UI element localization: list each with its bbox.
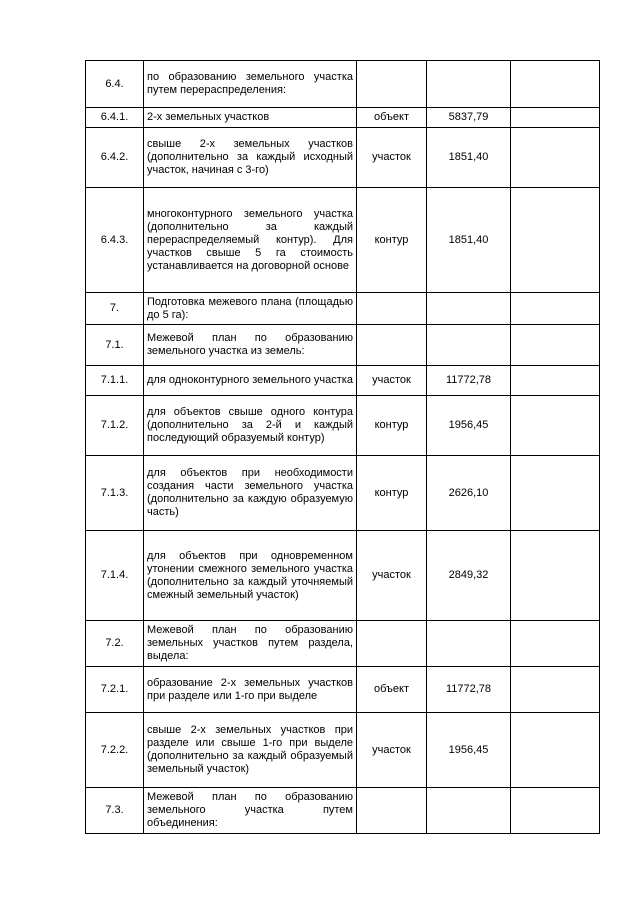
row-number: 7.3. — [86, 788, 144, 834]
row-description: по образованию земельного участка путем перераспределения: — [144, 61, 357, 108]
row-empty-cell — [511, 366, 600, 396]
row-unit: участок — [357, 128, 427, 188]
row-empty-cell — [511, 667, 600, 713]
row-number: 7.1.1. — [86, 366, 144, 396]
row-description: Межевой план по образованию земельного участка путем объединения: — [144, 788, 357, 834]
row-description: для объектов при необходимости создания части земельного участка (дополнительно за каждую образуемую часть) — [144, 456, 357, 531]
row-empty-cell — [511, 396, 600, 456]
table-row — [86, 366, 600, 396]
row-number: 7.2.1. — [86, 667, 144, 713]
table-row — [86, 61, 600, 108]
row-number: 7.1.4. — [86, 531, 144, 621]
row-unit — [357, 293, 427, 325]
row-description: свыше 2-х земельных участков (дополнительно за каждый исходный участок, начиная с 3-го) — [144, 128, 357, 188]
table-row — [86, 396, 600, 456]
row-description: для объектов свыше одного контура (дополнительно за 2-й и каждый последующий образуемый контур) — [144, 396, 357, 456]
row-price: 11772,78 — [427, 366, 511, 396]
row-unit: объект — [357, 108, 427, 128]
row-description: Межевой план по образованию земельного участка из земель: — [144, 325, 357, 366]
row-number: 6.4. — [86, 61, 144, 108]
table-row — [86, 128, 600, 188]
row-number: 7.1.2. — [86, 396, 144, 456]
row-description: 2-х земельных участков — [144, 108, 357, 128]
row-empty-cell — [511, 621, 600, 667]
row-price — [427, 325, 511, 366]
row-price: 1851,40 — [427, 128, 511, 188]
row-unit: участок — [357, 531, 427, 621]
row-price: 5837,79 — [427, 108, 511, 128]
row-empty-cell — [511, 325, 600, 366]
row-number: 7.2. — [86, 621, 144, 667]
row-price: 1956,45 — [427, 713, 511, 788]
row-unit — [357, 61, 427, 108]
row-price: 1851,40 — [427, 188, 511, 293]
row-number: 6.4.1. — [86, 108, 144, 128]
row-unit: контур — [357, 396, 427, 456]
row-empty-cell — [511, 128, 600, 188]
row-description: Подготовка межевого плана (площадью до 5 га): — [144, 293, 357, 325]
table-row — [86, 456, 600, 531]
row-description: для объектов при одновременном утонении смежного земельного участка (дополнительно за каждый уточняемый смежный земельный участок) — [144, 531, 357, 621]
row-empty-cell — [511, 108, 600, 128]
row-empty-cell — [511, 531, 600, 621]
row-price: 1956,45 — [427, 396, 511, 456]
row-number: 6.4.3. — [86, 188, 144, 293]
row-number: 6.4.2. — [86, 128, 144, 188]
row-empty-cell — [511, 188, 600, 293]
row-description: для одноконтурного земельного участка — [144, 366, 357, 396]
row-price — [427, 788, 511, 834]
row-number: 7. — [86, 293, 144, 325]
row-price — [427, 621, 511, 667]
row-unit: участок — [357, 366, 427, 396]
price-table — [85, 60, 600, 834]
table-row — [86, 531, 600, 621]
row-number: 7.1. — [86, 325, 144, 366]
table-row — [86, 325, 600, 366]
row-unit: контур — [357, 456, 427, 531]
row-unit — [357, 325, 427, 366]
row-unit — [357, 621, 427, 667]
table-row — [86, 788, 600, 834]
row-empty-cell — [511, 293, 600, 325]
row-description: свыше 2-х земельных участков при разделе или свыше 1-го при выделе (дополнительно за каждый образуемый земельный участок) — [144, 713, 357, 788]
row-number: 7.1.3. — [86, 456, 144, 531]
row-empty-cell — [511, 713, 600, 788]
row-unit: контур — [357, 188, 427, 293]
row-unit: объект — [357, 667, 427, 713]
row-price: 2849,32 — [427, 531, 511, 621]
row-number: 7.2.2. — [86, 713, 144, 788]
table-row — [86, 188, 600, 293]
row-description: Межевой план по образованию земельных участков путем раздела, выдела: — [144, 621, 357, 667]
row-price: 2626,10 — [427, 456, 511, 531]
table-row — [86, 621, 600, 667]
row-empty-cell — [511, 788, 600, 834]
row-unit — [357, 788, 427, 834]
table-row — [86, 293, 600, 325]
row-price: 11772,78 — [427, 667, 511, 713]
row-price — [427, 293, 511, 325]
row-empty-cell — [511, 61, 600, 108]
row-empty-cell — [511, 456, 600, 531]
table-row — [86, 108, 600, 128]
table-row — [86, 713, 600, 788]
row-description: образование 2-х земельных участков при разделе или 1-го при выделе — [144, 667, 357, 713]
row-price — [427, 61, 511, 108]
table-row — [86, 667, 600, 713]
row-unit: участок — [357, 713, 427, 788]
row-description: многоконтурного земельного участка (дополнительно за каждый перераспределяемый контур). Для участков свыше 5 га стоимость устанавливается на договорной основе — [144, 188, 357, 293]
